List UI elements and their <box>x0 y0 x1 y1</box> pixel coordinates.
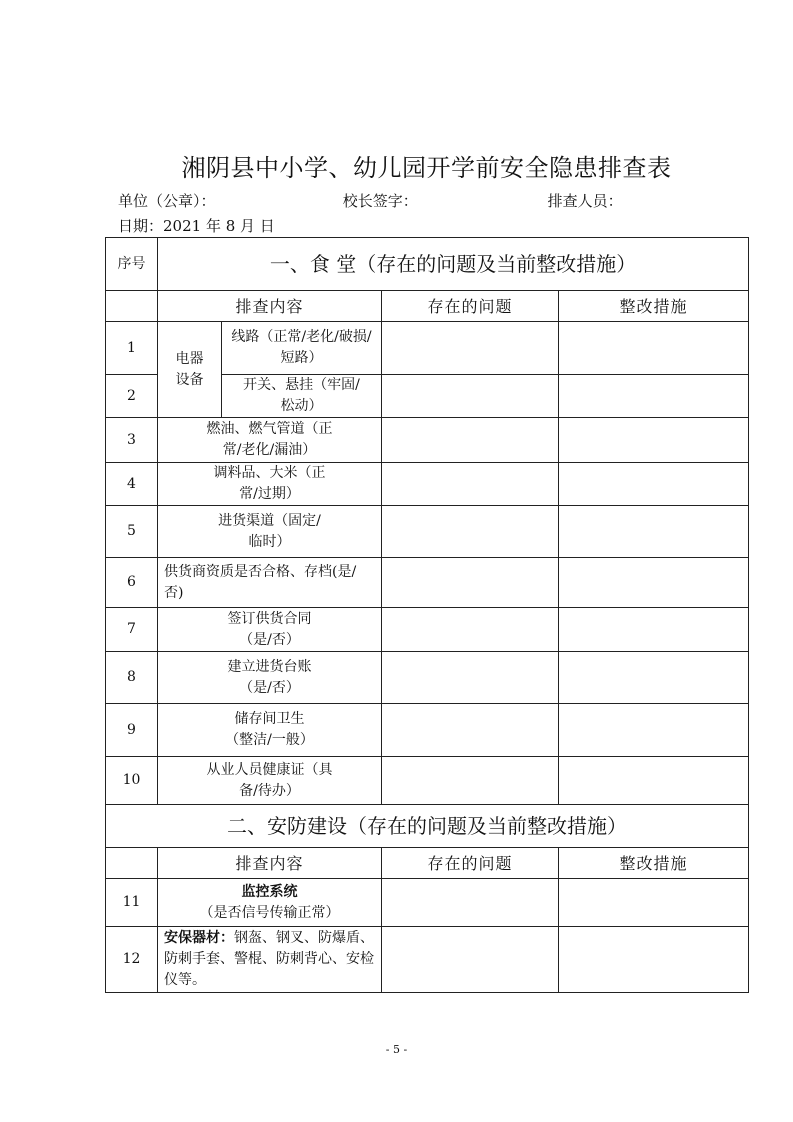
column-header-row <box>106 848 749 879</box>
row-number: 1 <box>106 322 158 375</box>
inspection-table <box>105 237 749 993</box>
table-row <box>106 418 749 463</box>
row-content-bold: 安保器材： <box>164 930 234 946</box>
row-content <box>158 927 382 993</box>
row-content: 从业人员健康证（具备/待办） <box>158 757 382 805</box>
col-problem-header: 存在的问题 <box>382 291 559 322</box>
fix-cell[interactable] <box>559 608 749 652</box>
table-row <box>106 757 749 805</box>
empty-cell <box>106 848 158 879</box>
section-2-header-row <box>106 805 749 848</box>
row-content: 进货渠道（固定/临时） <box>158 506 382 558</box>
table-row <box>106 879 749 927</box>
seq-header: 序号 <box>106 238 158 291</box>
col-content-header: 排查内容 <box>158 291 382 322</box>
fix-cell[interactable] <box>559 558 749 608</box>
page-number: - 5 - <box>385 1043 408 1056</box>
meta-line-1 <box>118 190 758 211</box>
row-content: 开关、悬挂（牢固/松动） <box>222 375 382 418</box>
table-row <box>106 704 749 757</box>
col-fix-header: 整改措施 <box>559 291 749 322</box>
row-content <box>158 879 382 927</box>
row-number: 8 <box>106 652 158 704</box>
date-line: 日期：2021 年 8 月 日 <box>118 217 275 235</box>
row-number: 2 <box>106 375 158 418</box>
section-1-title: 一、食 堂（存在的问题及当前整改措施） <box>158 238 749 291</box>
table-row <box>106 463 749 506</box>
row-content: 燃油、燃气管道（正常/老化/漏油） <box>158 418 382 463</box>
fix-cell[interactable] <box>559 652 749 704</box>
problem-cell[interactable] <box>382 506 559 558</box>
fix-cell[interactable] <box>559 375 749 418</box>
problem-cell[interactable] <box>382 757 559 805</box>
problem-cell[interactable] <box>382 652 559 704</box>
row-content: 线路（正常/老化/破损/短路） <box>222 322 382 375</box>
row-content: 签订供货合同（是/否） <box>158 608 382 652</box>
column-header-row <box>106 291 749 322</box>
table-row <box>106 322 749 375</box>
col-content-header: 排查内容 <box>158 848 382 879</box>
group-electric: 电器设备 <box>158 322 222 418</box>
problem-cell[interactable] <box>382 375 559 418</box>
empty-cell <box>106 291 158 322</box>
section-1-header-row <box>106 238 749 291</box>
fix-cell[interactable] <box>559 879 749 927</box>
row-content: 建立进货台账（是/否） <box>158 652 382 704</box>
problem-cell[interactable] <box>382 418 559 463</box>
row-number: 7 <box>106 608 158 652</box>
row-number: 6 <box>106 558 158 608</box>
problem-cell[interactable] <box>382 879 559 927</box>
row-content-text: （是否信号传输正常） <box>199 904 340 921</box>
table-row <box>106 927 749 993</box>
fix-cell[interactable] <box>559 418 749 463</box>
row-number: 4 <box>106 463 158 506</box>
fix-cell[interactable] <box>559 757 749 805</box>
page-title: 湘阴县中小学、幼儿园开学前安全隐患排查表 <box>181 154 672 182</box>
table-row <box>106 652 749 704</box>
row-content: 供货商资质是否合格、存档(是/否) <box>158 558 382 608</box>
problem-cell[interactable] <box>382 463 559 506</box>
fix-cell[interactable] <box>559 704 749 757</box>
problem-cell[interactable] <box>382 927 559 993</box>
fix-cell[interactable] <box>559 927 749 993</box>
problem-cell[interactable] <box>382 322 559 375</box>
fix-cell[interactable] <box>559 506 749 558</box>
unit-label: 单位（公章）： <box>118 192 216 210</box>
inspector-label: 排查人员： <box>547 192 623 210</box>
row-number: 12 <box>106 927 158 993</box>
section-2-title: 二、安防建设（存在的问题及当前整改措施） <box>106 805 749 848</box>
row-number: 5 <box>106 506 158 558</box>
table-row <box>106 608 749 652</box>
row-number: 3 <box>106 418 158 463</box>
problem-cell[interactable] <box>382 704 559 757</box>
table-row <box>106 506 749 558</box>
row-number: 9 <box>106 704 158 757</box>
row-content: 储存间卫生（整洁/一般） <box>158 704 382 757</box>
problem-cell[interactable] <box>382 558 559 608</box>
row-number: 10 <box>106 757 158 805</box>
principal-label: 校长签字： <box>342 192 418 210</box>
row-content: 调料品、大米（正常/过期） <box>158 463 382 506</box>
col-fix-header: 整改措施 <box>559 848 749 879</box>
col-problem-header: 存在的问题 <box>382 848 559 879</box>
problem-cell[interactable] <box>382 608 559 652</box>
fix-cell[interactable] <box>559 322 749 375</box>
row-number: 11 <box>106 879 158 927</box>
row-content-text: 钢盔、钢叉、防爆盾、防刺手套、警棍、防刺背心、安检仪等。 <box>164 930 374 988</box>
table-row <box>106 558 749 608</box>
row-content-bold: 监控系统 <box>241 883 298 900</box>
fix-cell[interactable] <box>559 463 749 506</box>
